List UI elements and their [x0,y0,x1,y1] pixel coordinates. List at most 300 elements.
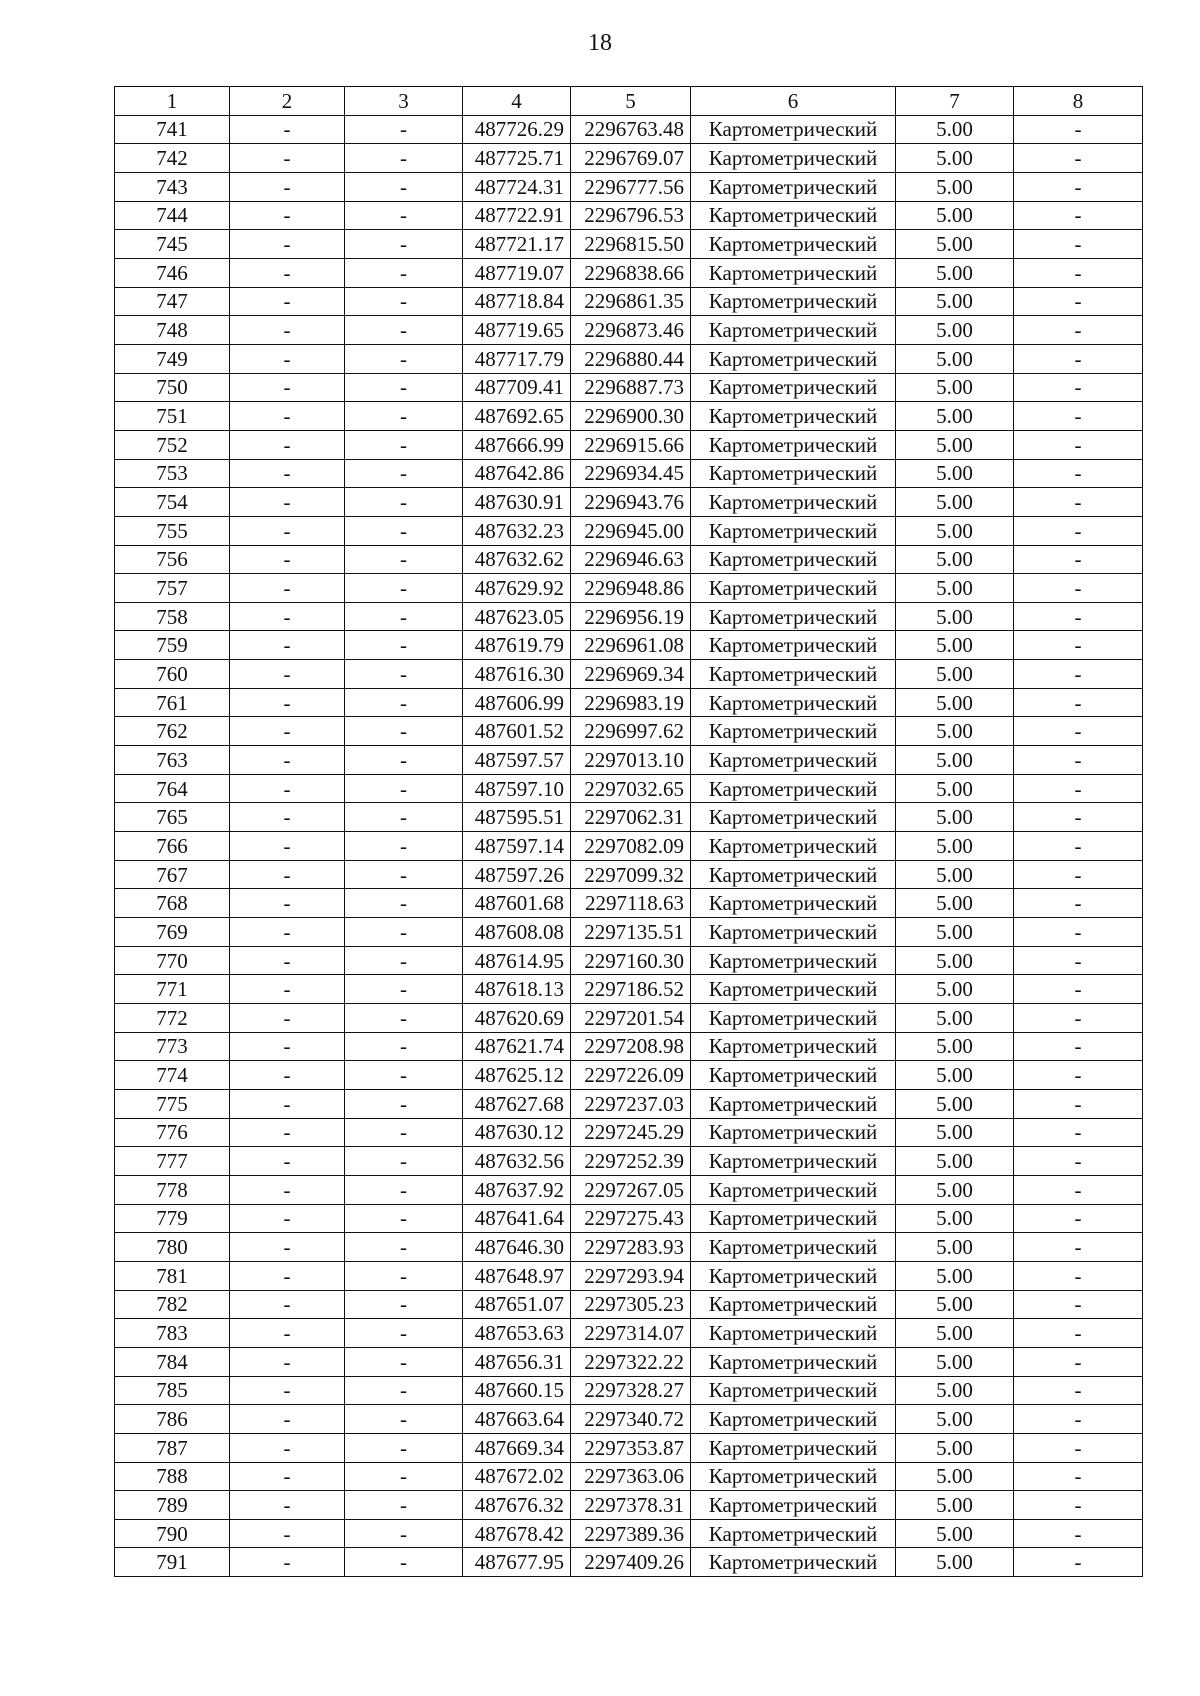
accuracy-cell: 5.00 [896,1032,1014,1061]
point-number-cell: 769 [115,918,230,947]
y-coordinate-cell: 2296769.07 [571,144,691,173]
method-cell: Картометрический [691,660,896,689]
point-number-cell: 747 [115,287,230,316]
method-cell: Картометрический [691,287,896,316]
col8-cell: - [1014,688,1143,717]
col3-cell: - [345,344,463,373]
point-number-cell: 777 [115,1147,230,1176]
y-coordinate-cell: 2297409.26 [571,1548,691,1577]
col3-cell: - [345,918,463,947]
accuracy-cell: 5.00 [896,172,1014,201]
col3-cell: - [345,373,463,402]
x-coordinate-cell: 487666.99 [463,430,571,459]
table-row [115,1548,1143,1577]
x-coordinate-cell: 487616.30 [463,660,571,689]
col2-cell: - [230,1147,345,1176]
point-number-cell: 765 [115,803,230,832]
method-cell: Картометрический [691,258,896,287]
col2-cell: - [230,1548,345,1577]
x-coordinate-cell: 487619.79 [463,631,571,660]
point-number-cell: 778 [115,1175,230,1204]
accuracy-cell: 5.00 [896,1405,1014,1434]
col3-cell: - [345,144,463,173]
x-coordinate-cell: 487614.95 [463,946,571,975]
x-coordinate-cell: 487669.34 [463,1433,571,1462]
method-cell: Картометрический [691,488,896,517]
accuracy-cell: 5.00 [896,1319,1014,1348]
method-cell: Картометрический [691,344,896,373]
accuracy-cell: 5.00 [896,258,1014,287]
col2-cell: - [230,287,345,316]
method-cell: Картометрический [691,717,896,746]
point-number-cell: 768 [115,889,230,918]
y-coordinate-cell: 2296956.19 [571,602,691,631]
x-coordinate-cell: 487709.41 [463,373,571,402]
point-number-cell: 790 [115,1519,230,1548]
table-row [115,201,1143,230]
col2-cell: - [230,774,345,803]
table-row [115,1032,1143,1061]
col8-cell: - [1014,1032,1143,1061]
x-coordinate-cell: 487630.91 [463,488,571,517]
point-number-cell: 784 [115,1347,230,1376]
x-coordinate-cell: 487722.91 [463,201,571,230]
col3-cell: - [345,1290,463,1319]
y-coordinate-cell: 2296763.48 [571,115,691,144]
y-coordinate-cell: 2297245.29 [571,1118,691,1147]
y-coordinate-cell: 2297186.52 [571,975,691,1004]
x-coordinate-cell: 487601.52 [463,717,571,746]
col8-cell: - [1014,1004,1143,1033]
accuracy-cell: 5.00 [896,344,1014,373]
point-number-cell: 780 [115,1233,230,1262]
col2-cell: - [230,373,345,402]
x-coordinate-cell: 487597.14 [463,832,571,861]
table-row [115,1089,1143,1118]
col2-cell: - [230,1347,345,1376]
col3-cell: - [345,1548,463,1577]
accuracy-cell: 5.00 [896,115,1014,144]
table-row [115,574,1143,603]
col3-cell: - [345,316,463,345]
method-cell: Картометрический [691,975,896,1004]
table-row [115,1204,1143,1233]
point-number-cell: 771 [115,975,230,1004]
table-row [115,1061,1143,1090]
col3-cell: - [345,975,463,1004]
x-coordinate-cell: 487718.84 [463,287,571,316]
accuracy-cell: 5.00 [896,1089,1014,1118]
col3-cell: - [345,602,463,631]
table-row [115,115,1143,144]
x-coordinate-cell: 487632.23 [463,516,571,545]
column-header: 4 [463,87,571,116]
y-coordinate-cell: 2297201.54 [571,1004,691,1033]
y-coordinate-cell: 2297340.72 [571,1405,691,1434]
col8-cell: - [1014,545,1143,574]
point-number-cell: 757 [115,574,230,603]
col2-cell: - [230,1462,345,1491]
y-coordinate-cell: 2296945.00 [571,516,691,545]
point-number-cell: 753 [115,459,230,488]
table-row [115,287,1143,316]
col2-cell: - [230,660,345,689]
method-cell: Картометрический [691,459,896,488]
x-coordinate-cell: 487678.42 [463,1519,571,1548]
col3-cell: - [345,1462,463,1491]
col3-cell: - [345,545,463,574]
col2-cell: - [230,803,345,832]
table-row [115,774,1143,803]
accuracy-cell: 5.00 [896,602,1014,631]
y-coordinate-cell: 2296900.30 [571,402,691,431]
x-coordinate-cell: 487653.63 [463,1319,571,1348]
col2-cell: - [230,516,345,545]
col3-cell: - [345,774,463,803]
point-number-cell: 761 [115,688,230,717]
y-coordinate-cell: 2297305.23 [571,1290,691,1319]
y-coordinate-cell: 2297062.31 [571,803,691,832]
col8-cell: - [1014,1204,1143,1233]
x-coordinate-cell: 487646.30 [463,1233,571,1262]
table-row [115,516,1143,545]
point-number-cell: 766 [115,832,230,861]
col3-cell: - [345,1433,463,1462]
method-cell: Картометрический [691,316,896,345]
x-coordinate-cell: 487632.56 [463,1147,571,1176]
accuracy-cell: 5.00 [896,1175,1014,1204]
col2-cell: - [230,975,345,1004]
table-row [115,631,1143,660]
method-cell: Картометрический [691,1290,896,1319]
method-cell: Картометрический [691,144,896,173]
col3-cell: - [345,746,463,775]
y-coordinate-cell: 2296915.66 [571,430,691,459]
col3-cell: - [345,172,463,201]
table-row [115,1491,1143,1520]
x-coordinate-cell: 487623.05 [463,602,571,631]
col8-cell: - [1014,1118,1143,1147]
accuracy-cell: 5.00 [896,1347,1014,1376]
col2-cell: - [230,688,345,717]
point-number-cell: 758 [115,602,230,631]
col2-cell: - [230,459,345,488]
point-number-cell: 783 [115,1319,230,1348]
point-number-cell: 748 [115,316,230,345]
col2-cell: - [230,602,345,631]
col2-cell: - [230,832,345,861]
col2-cell: - [230,1004,345,1033]
method-cell: Картометрический [691,1519,896,1548]
point-number-cell: 791 [115,1548,230,1577]
accuracy-cell: 5.00 [896,1147,1014,1176]
x-coordinate-cell: 487637.92 [463,1175,571,1204]
col3-cell: - [345,1032,463,1061]
y-coordinate-cell: 2297378.31 [571,1491,691,1520]
col2-cell: - [230,574,345,603]
col8-cell: - [1014,631,1143,660]
y-coordinate-cell: 2297389.36 [571,1519,691,1548]
point-number-cell: 752 [115,430,230,459]
table-row [115,316,1143,345]
table-row [115,1405,1143,1434]
accuracy-cell: 5.00 [896,373,1014,402]
col3-cell: - [345,230,463,259]
method-cell: Картометрический [691,230,896,259]
col8-cell: - [1014,1147,1143,1176]
y-coordinate-cell: 2297328.27 [571,1376,691,1405]
col3-cell: - [345,1491,463,1520]
table-row [115,860,1143,889]
col2-cell: - [230,1405,345,1434]
method-cell: Картометрический [691,1089,896,1118]
table-row [115,1118,1143,1147]
point-number-cell: 742 [115,144,230,173]
table-row [115,373,1143,402]
table-row [115,459,1143,488]
col2-cell: - [230,1519,345,1548]
accuracy-cell: 5.00 [896,975,1014,1004]
accuracy-cell: 5.00 [896,946,1014,975]
method-cell: Картометрический [691,1405,896,1434]
accuracy-cell: 5.00 [896,1290,1014,1319]
x-coordinate-cell: 487660.15 [463,1376,571,1405]
method-cell: Картометрический [691,631,896,660]
col8-cell: - [1014,946,1143,975]
accuracy-cell: 5.00 [896,860,1014,889]
y-coordinate-cell: 2297283.93 [571,1233,691,1262]
point-number-cell: 754 [115,488,230,517]
accuracy-cell: 5.00 [896,488,1014,517]
col8-cell: - [1014,1233,1143,1262]
point-number-cell: 779 [115,1204,230,1233]
y-coordinate-cell: 2296880.44 [571,344,691,373]
column-header: 2 [230,87,345,116]
col2-cell: - [230,889,345,918]
col3-cell: - [345,832,463,861]
method-cell: Картометрический [691,1233,896,1262]
col3-cell: - [345,1089,463,1118]
col2-cell: - [230,1233,345,1262]
accuracy-cell: 5.00 [896,1204,1014,1233]
point-number-cell: 749 [115,344,230,373]
method-cell: Картометрический [691,832,896,861]
col2-cell: - [230,545,345,574]
x-coordinate-cell: 487627.68 [463,1089,571,1118]
y-coordinate-cell: 2296946.63 [571,545,691,574]
col2-cell: - [230,918,345,947]
method-cell: Картометрический [691,803,896,832]
column-header: 1 [115,87,230,116]
col2-cell: - [230,1175,345,1204]
method-cell: Картометрический [691,1491,896,1520]
column-header: 6 [691,87,896,116]
col2-cell: - [230,1491,345,1520]
table-row [115,803,1143,832]
y-coordinate-cell: 2297118.63 [571,889,691,918]
col8-cell: - [1014,1491,1143,1520]
point-number-cell: 770 [115,946,230,975]
x-coordinate-cell: 487621.74 [463,1032,571,1061]
y-coordinate-cell: 2297314.07 [571,1319,691,1348]
method-cell: Картометрический [691,115,896,144]
method-cell: Картометрический [691,1319,896,1348]
col2-cell: - [230,1061,345,1090]
col3-cell: - [345,1061,463,1090]
column-header: 5 [571,87,691,116]
point-number-cell: 756 [115,545,230,574]
y-coordinate-cell: 2297275.43 [571,1204,691,1233]
col2-cell: - [230,488,345,517]
column-header: 7 [896,87,1014,116]
y-coordinate-cell: 2296997.62 [571,717,691,746]
table-row [115,488,1143,517]
method-cell: Картометрический [691,201,896,230]
y-coordinate-cell: 2296873.46 [571,316,691,345]
col8-cell: - [1014,258,1143,287]
col8-cell: - [1014,344,1143,373]
y-coordinate-cell: 2297032.65 [571,774,691,803]
col8-cell: - [1014,1519,1143,1548]
point-number-cell: 763 [115,746,230,775]
y-coordinate-cell: 2296948.86 [571,574,691,603]
col2-cell: - [230,430,345,459]
table-row [115,889,1143,918]
y-coordinate-cell: 2296943.76 [571,488,691,517]
x-coordinate-cell: 487717.79 [463,344,571,373]
col3-cell: - [345,946,463,975]
table-row [115,746,1143,775]
table-row [115,430,1143,459]
column-header: 8 [1014,87,1143,116]
point-number-cell: 789 [115,1491,230,1520]
point-number-cell: 774 [115,1061,230,1090]
method-cell: Картометрический [691,1261,896,1290]
y-coordinate-cell: 2297252.39 [571,1147,691,1176]
col2-cell: - [230,946,345,975]
method-cell: Картометрический [691,574,896,603]
col2-cell: - [230,344,345,373]
col8-cell: - [1014,832,1143,861]
method-cell: Картометрический [691,889,896,918]
col3-cell: - [345,1376,463,1405]
col3-cell: - [345,115,463,144]
col3-cell: - [345,1175,463,1204]
col8-cell: - [1014,1089,1143,1118]
col8-cell: - [1014,717,1143,746]
accuracy-cell: 5.00 [896,1261,1014,1290]
col8-cell: - [1014,459,1143,488]
col2-cell: - [230,144,345,173]
col2-cell: - [230,1089,345,1118]
method-cell: Картометрический [691,430,896,459]
col8-cell: - [1014,602,1143,631]
col3-cell: - [345,430,463,459]
col2-cell: - [230,717,345,746]
x-coordinate-cell: 487721.17 [463,230,571,259]
method-cell: Картометрический [691,1118,896,1147]
col8-cell: - [1014,144,1143,173]
col3-cell: - [345,574,463,603]
y-coordinate-cell: 2296887.73 [571,373,691,402]
table-row [115,975,1143,1004]
y-coordinate-cell: 2296796.53 [571,201,691,230]
col2-cell: - [230,402,345,431]
x-coordinate-cell: 487677.95 [463,1548,571,1577]
point-number-cell: 785 [115,1376,230,1405]
accuracy-cell: 5.00 [896,774,1014,803]
col2-cell: - [230,746,345,775]
y-coordinate-cell: 2296969.34 [571,660,691,689]
x-coordinate-cell: 487726.29 [463,115,571,144]
point-number-cell: 759 [115,631,230,660]
point-number-cell: 781 [115,1261,230,1290]
accuracy-cell: 5.00 [896,1433,1014,1462]
y-coordinate-cell: 2296838.66 [571,258,691,287]
method-cell: Картометрический [691,545,896,574]
col8-cell: - [1014,1347,1143,1376]
col2-cell: - [230,1376,345,1405]
method-cell: Картометрический [691,373,896,402]
accuracy-cell: 5.00 [896,1519,1014,1548]
table-row [115,832,1143,861]
col2-cell: - [230,1433,345,1462]
accuracy-cell: 5.00 [896,144,1014,173]
accuracy-cell: 5.00 [896,631,1014,660]
y-coordinate-cell: 2297082.09 [571,832,691,861]
table-row [115,1319,1143,1348]
method-cell: Картометрический [691,1061,896,1090]
method-cell: Картометрический [691,602,896,631]
col2-cell: - [230,1261,345,1290]
x-coordinate-cell: 487642.86 [463,459,571,488]
y-coordinate-cell: 2297226.09 [571,1061,691,1090]
y-coordinate-cell: 2297293.94 [571,1261,691,1290]
col8-cell: - [1014,803,1143,832]
col3-cell: - [345,688,463,717]
y-coordinate-cell: 2297160.30 [571,946,691,975]
col3-cell: - [345,1147,463,1176]
accuracy-cell: 5.00 [896,287,1014,316]
accuracy-cell: 5.00 [896,1491,1014,1520]
table-row [115,918,1143,947]
table-row [115,1519,1143,1548]
col3-cell: - [345,402,463,431]
x-coordinate-cell: 487597.57 [463,746,571,775]
col8-cell: - [1014,287,1143,316]
accuracy-cell: 5.00 [896,316,1014,345]
accuracy-cell: 5.00 [896,574,1014,603]
x-coordinate-cell: 487641.64 [463,1204,571,1233]
x-coordinate-cell: 487620.69 [463,1004,571,1033]
table-row [115,602,1143,631]
x-coordinate-cell: 487597.26 [463,860,571,889]
col8-cell: - [1014,373,1143,402]
x-coordinate-cell: 487651.07 [463,1290,571,1319]
point-number-cell: 787 [115,1433,230,1462]
x-coordinate-cell: 487632.62 [463,545,571,574]
x-coordinate-cell: 487672.02 [463,1462,571,1491]
col8-cell: - [1014,746,1143,775]
x-coordinate-cell: 487724.31 [463,172,571,201]
col8-cell: - [1014,115,1143,144]
accuracy-cell: 5.00 [896,545,1014,574]
method-cell: Картометрический [691,746,896,775]
table-row [115,1433,1143,1462]
x-coordinate-cell: 487595.51 [463,803,571,832]
col3-cell: - [345,516,463,545]
table-row [115,144,1143,173]
